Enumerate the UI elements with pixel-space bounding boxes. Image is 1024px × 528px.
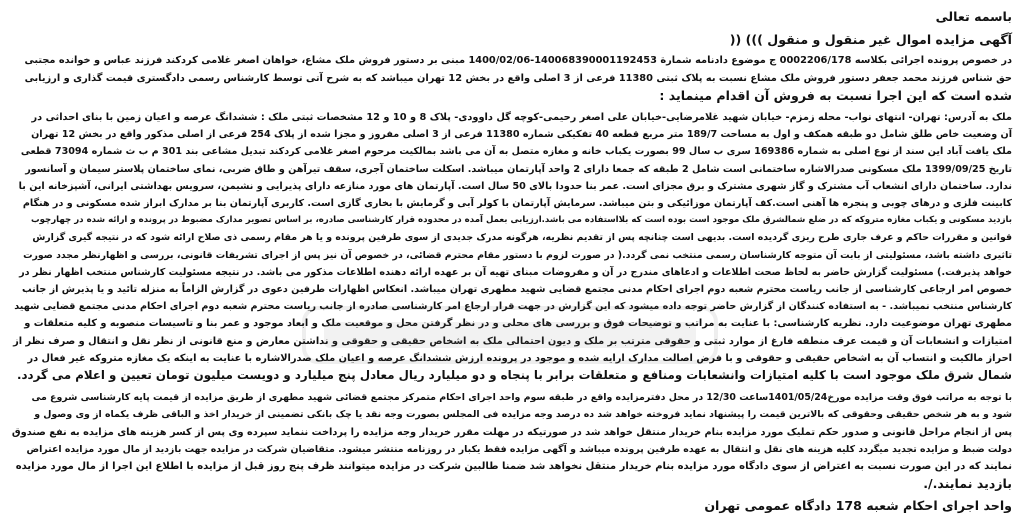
text-line: امتیازات و انشعابات آن و قیمت عرف منطقه فارغ از موارد ثبتی و حقوقی مترتب بر ملک و دیون احتمالی ملک به اشخاص حقیقی و حقوقی و نداشتن معارض و منع قانونی از نظر نقل و انتقال و صرف نظر از bbox=[13, 335, 1012, 347]
text-line: آن وضعیت خاص طلق شامل دو طبقه همکف و اول به مساحت 189/7 متر مربع قطعه 40 تفکیکی شماره 11380 فرعی از 3 اصلی مفروز و مجزا شده از پلاک 254 فرعی از اصلی مذکور واقع در بخش 12 تهران bbox=[31, 129, 1012, 141]
notice-heading: آگهی مزایده اموال غیر منقول و منقول ))) (( bbox=[729, 32, 1012, 48]
property-description-paragraph bbox=[12, 109, 1012, 384]
text-line: خواهد پذیرفت.) مسئولیت گزارش حاضر به لحاظ صحت اطلاعات و ادعاهای مندرج در آن و مفروضات مبنای تهیه آن بر عهده ارائه دهنده اطلاعات مذکور می باشد. در نتیجه مسئولیت کارشناس منتخب اظهار نظر در bbox=[19, 266, 1012, 278]
issuer-signature: واحد اجرای احکام شعبه 178 دادگاه عمومی تهران bbox=[704, 498, 1012, 514]
text-line: خصوص امر ارجاعی کارشناسی از جانب ریاست محترم شعبه دوم اجرای احکام مدنی مجتمع قضایی شهید مطهری تهران میباشد. انعکاس اظهارات طرفین دعوی در گزارش الزاماً به منزله تائید و یا پذیرش از جانب bbox=[21, 284, 1012, 296]
text-line: تاریخ 1399/09/25 ملک مسکونی صدرالاشاره ساختمانی است شامل 2 طبقه که جمعا دارای 2 واحد آپارتمان میباشد. اسکلت ساختمان آجری، سقف تیرآهن و طاق ضربی، نمای ساختمان پلاستر سیمان و آسانسور bbox=[25, 163, 1012, 175]
text-line: با توجه به مراتب فوق وقت مزایده مورخ1401/05/24ساعت 12/30 در محل دفترمزایده واقع در طبقه سوم واحد اجرای احکام متمرکز مجتمع قضائی شهید مطهری از طریق مزایده از قیمت پایه کارشناسی شروع می bbox=[31, 392, 1012, 404]
text-line: قوانین و مقررات حاکم و عرف جاری طرح ریزی گردیده است. بدیهی است چنانچه پس از تقدیم نظریه، هرگونه مدرک جدیدی از سوی طرفین پرونده و یا هر مقام رسمی ذی صلاح ارائه شود که در نتیجه گیری گزارش bbox=[32, 232, 1012, 244]
text-line: بازدید مسکونی و یکباب مغازه متروکه که در ضلع شمالشرق ملک موجود است بوده است که بلااستفاده می باشد.ارزیابی بعمل آمده در محدوده قرار کارشناسی صادره، بر اساس تصویر مدارک مضبوط در پرونده و ارائه شده در چهارچوب bbox=[30, 215, 1012, 226]
auction-terms-paragraph bbox=[12, 389, 1012, 492]
text-line: پس از انجام مراحل قانونی و صدور حکم تملیک مورد مزایده بنام خریدار منتقل خواهد شد در صورتیکه در مهلت مقرر خریدار وجه مزایده را پرداخت ننماید سپرده وی پس از کسر هزینه های مزایده به نفع صندوق bbox=[11, 426, 1012, 438]
text-line: بازدید نمایند./. bbox=[923, 476, 1012, 492]
text-line: شود و به هر شخص حقیقی وحقوقی که بالاترین قیمت را پیشنهاد نماید فروخته خواهد شد ده درصد وجه مزایده فی المجلس بصورت وجه نقد یا چک بانکی تضمینی از خریدار اخذ و الباقی ظرف یکماه از وی وصول و bbox=[34, 409, 1012, 421]
text-line: نمایند که در این صورت نسبت به اعتراض از سوی دادگاه مورد مزایده بنام خریدار منتقل نخواهد شد ضمنا طالبین شرکت در مزایده میتوانند ظرف پنج روز قبل از مزایده با اطلاع این اجرا از مال مورد مزایده bbox=[15, 461, 1012, 473]
text-line: دولت ضبط و مزایده تجدید میگردد کلیه هزینه های نقل و انتقال به عهده طرفین پرونده میباشد و آگهی مزایده فقط یکبار در روزنامه منتشر میشود. متقاضیان شرکت در مزایده جهت بازدید از مال مورد مزایده اعتراض bbox=[26, 443, 1012, 455]
text-line: احراز مالکیت و انتساب آن به اشخاص حقیقی و حقوقی و با فرض اصالت مدارک ارایه شده و موجود در پرونده ارزش ششدانگ عرصه و اعیان ملک صدرالاشاره با عنایت به اینکه یک مغازه متروکه غیر فعال در bbox=[27, 352, 1012, 364]
text-line: ندارد. ساختمان دارای انشعاب آب مشترک و گاز شهری مشترک و برق مجزای است. عمر بنا حدودا بالای 50 سال است. آپارتمان های مورد منازعه دارای پذیرایی و نشیمن، سرویس بهداشتی ایرانی، آشپزخانه این با bbox=[18, 180, 1012, 192]
invocation-text: باسمه تعالی bbox=[935, 9, 1012, 24]
case-paragraph bbox=[12, 52, 1012, 104]
text-line: مطهری تهران موضوعیت دارد. نظریه کارشناسی: با عنایت به مراتب و توضیحات فوق و بررسی های محلی و در نظر گرفتن محل و موقعیت ملک و ابعاد موجود و عمر بنا و تاسیسات منصوبه و کلیه متعلقات و bbox=[24, 318, 1012, 330]
text-line: حق شناس فرزند محمد جعفر دستور فروش ملک مشاع نسبت به پلاک ثبتی 11380 فرعی از 3 اصلی واقع در بخش 12 تهران میباشد که به شرح آتی توسط کارشناس رسمی دادگستری قیمت گذاری و ارزیابی bbox=[24, 72, 1012, 84]
text-line: ملک یافت آباد این سند از نوع اصلی به شماره 169386 سری ب سال 99 بصورت یکباب خانه و مغازه متصل به آن می باشد بمالکیت مرحوم اصغر غلامی کردکند تبدیل مشاعی بند 301 م ب ث شماره 73094 قطعی bbox=[20, 146, 1012, 158]
text-line: ملک به آدرس: تهران- انتهای نواب- محله زمزم- خیابان شهید غلامرضایی-خیابان علی اصغر رحیمی-کوچه گل داوودی- پلاک 8 و 10 و 12 مشخصات ثبتی ملک : ششدانگ عرصه و اعیان زمین با بنای احداثی در bbox=[31, 112, 1012, 124]
text-line: تاثیری داشته باشد، مسئولیتی از بابت آن متوجه کارشناسان رسمی منتخب نمی گردد.( در صورت لزوم با دستور مقام محترم قضائی، در خصوص آن نیز پس از اجرای تشریفات قانونی، بررسی و اظهارنظر مجدد صورت bbox=[23, 249, 1012, 261]
text-line: در خصوص پرونده اجرائی بکلاسه 0002206/178 ج موضوع دادنامه شمارة 140068390001192453-1400/02/06 مبنی بر دستور فروش ملک مشاع، خواهان اصغر غلامی کردکند فرزند عباس و خوانده مجتبی bbox=[24, 55, 1012, 67]
text-line: کابینت فلزی و درهای چوبی و پنجره ها آهنی است.کف آپارتمان موزائیکی و بتن میباشد. سرمایش آپارتمان با کولر آبی و گرمایش با بخاری گازی است. کاربری آپارتمان بنا بر مدارک ابراز شده مسکونی و در هنگام bbox=[22, 198, 1012, 210]
text-line: کارشناس منتخب نمیباشد. - به استفاده کنندگان از گزارش حاضر توجه داده میشود که این گزارش در جهت قرار ارجاع امر کارشناسی صادره از جانب ریاست محترم شعبه دوم اجرای احکام مدنی مجتمع قضایی شهید bbox=[14, 301, 1012, 313]
text-line: شده است که این اجرا نسبت به فروش آن اقدام مینماید : bbox=[659, 87, 1012, 103]
text-line: شمال شرق ملک موجود است با کلیه امتیازات وانشعابات ومنافع و متعلقات برابر با پنجاه و دو میلیارد ریال معادل پنج میلیارد و دویست میلیون تومان تعیین و اعلام می گردد. bbox=[17, 368, 1012, 383]
